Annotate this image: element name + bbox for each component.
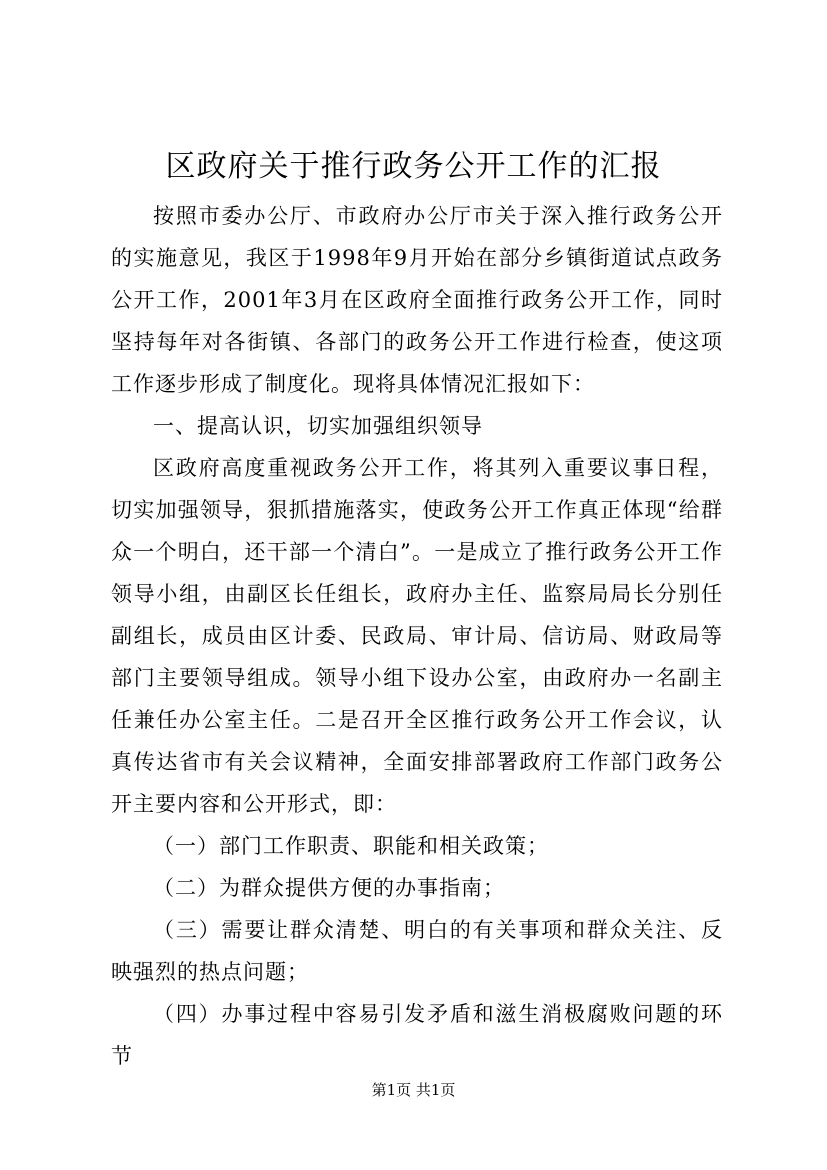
paragraph-leadership: 区政府高度重视政务公开工作，将其列入重要议事日程，切实加强领导，狠抓措施落实，使政务公开工作真正体现“给群众一个明白，还干部一个清白”。一是成立了推行政务公开工作领导小组，由副区长任组长，政府办主任、监察局局长分别任副组长，成员由区计委、民政局、审计局、信访局、财政局等部门主要领导组成。领导小组下设办公室，由政府办一名副主任兼任办公室主任。二是召开全区推行政务公开工作会议，认真传达省市有关会议精神，全面安排部署政府工作部门政务公开主要内容和公开形式，即：: [111, 456, 723, 816]
document-body: [111, 195, 723, 1077]
list-item-2: （二）为群众提供方便的办事指南；: [153, 876, 505, 900]
page-number-footer: 第1页 共1页: [371, 1081, 456, 1099]
list-item-1: （一）部门工作职责、职能和相关政策；: [153, 834, 549, 858]
list-item-4: （四）办事过程中容易引发矛盾和滋生消极腐败问题的环节: [111, 1002, 723, 1068]
paragraph-intro: 按照市委办公厅、市政府办公厅市关于深入推行政务公开的实施意见，我区于1998年9月开始在部分乡镇街道试点政务公开工作，2001年3月在区政府全面推行政务公开工作，同时坚持每年对各街镇、各部门的政务公开工作进行检查，使这项工作逐步形成了制度化。现将具体情况汇报如下：: [111, 204, 723, 396]
list-item-3: （三）需要让群众清楚、明白的有关事项和群众关注、反映强烈的热点问题；: [111, 918, 723, 984]
document-title: 区政府关于推行政务公开工作的汇报: [165, 149, 662, 184]
section-heading-1: 一、提高认识，切实加强组织领导: [153, 414, 483, 438]
